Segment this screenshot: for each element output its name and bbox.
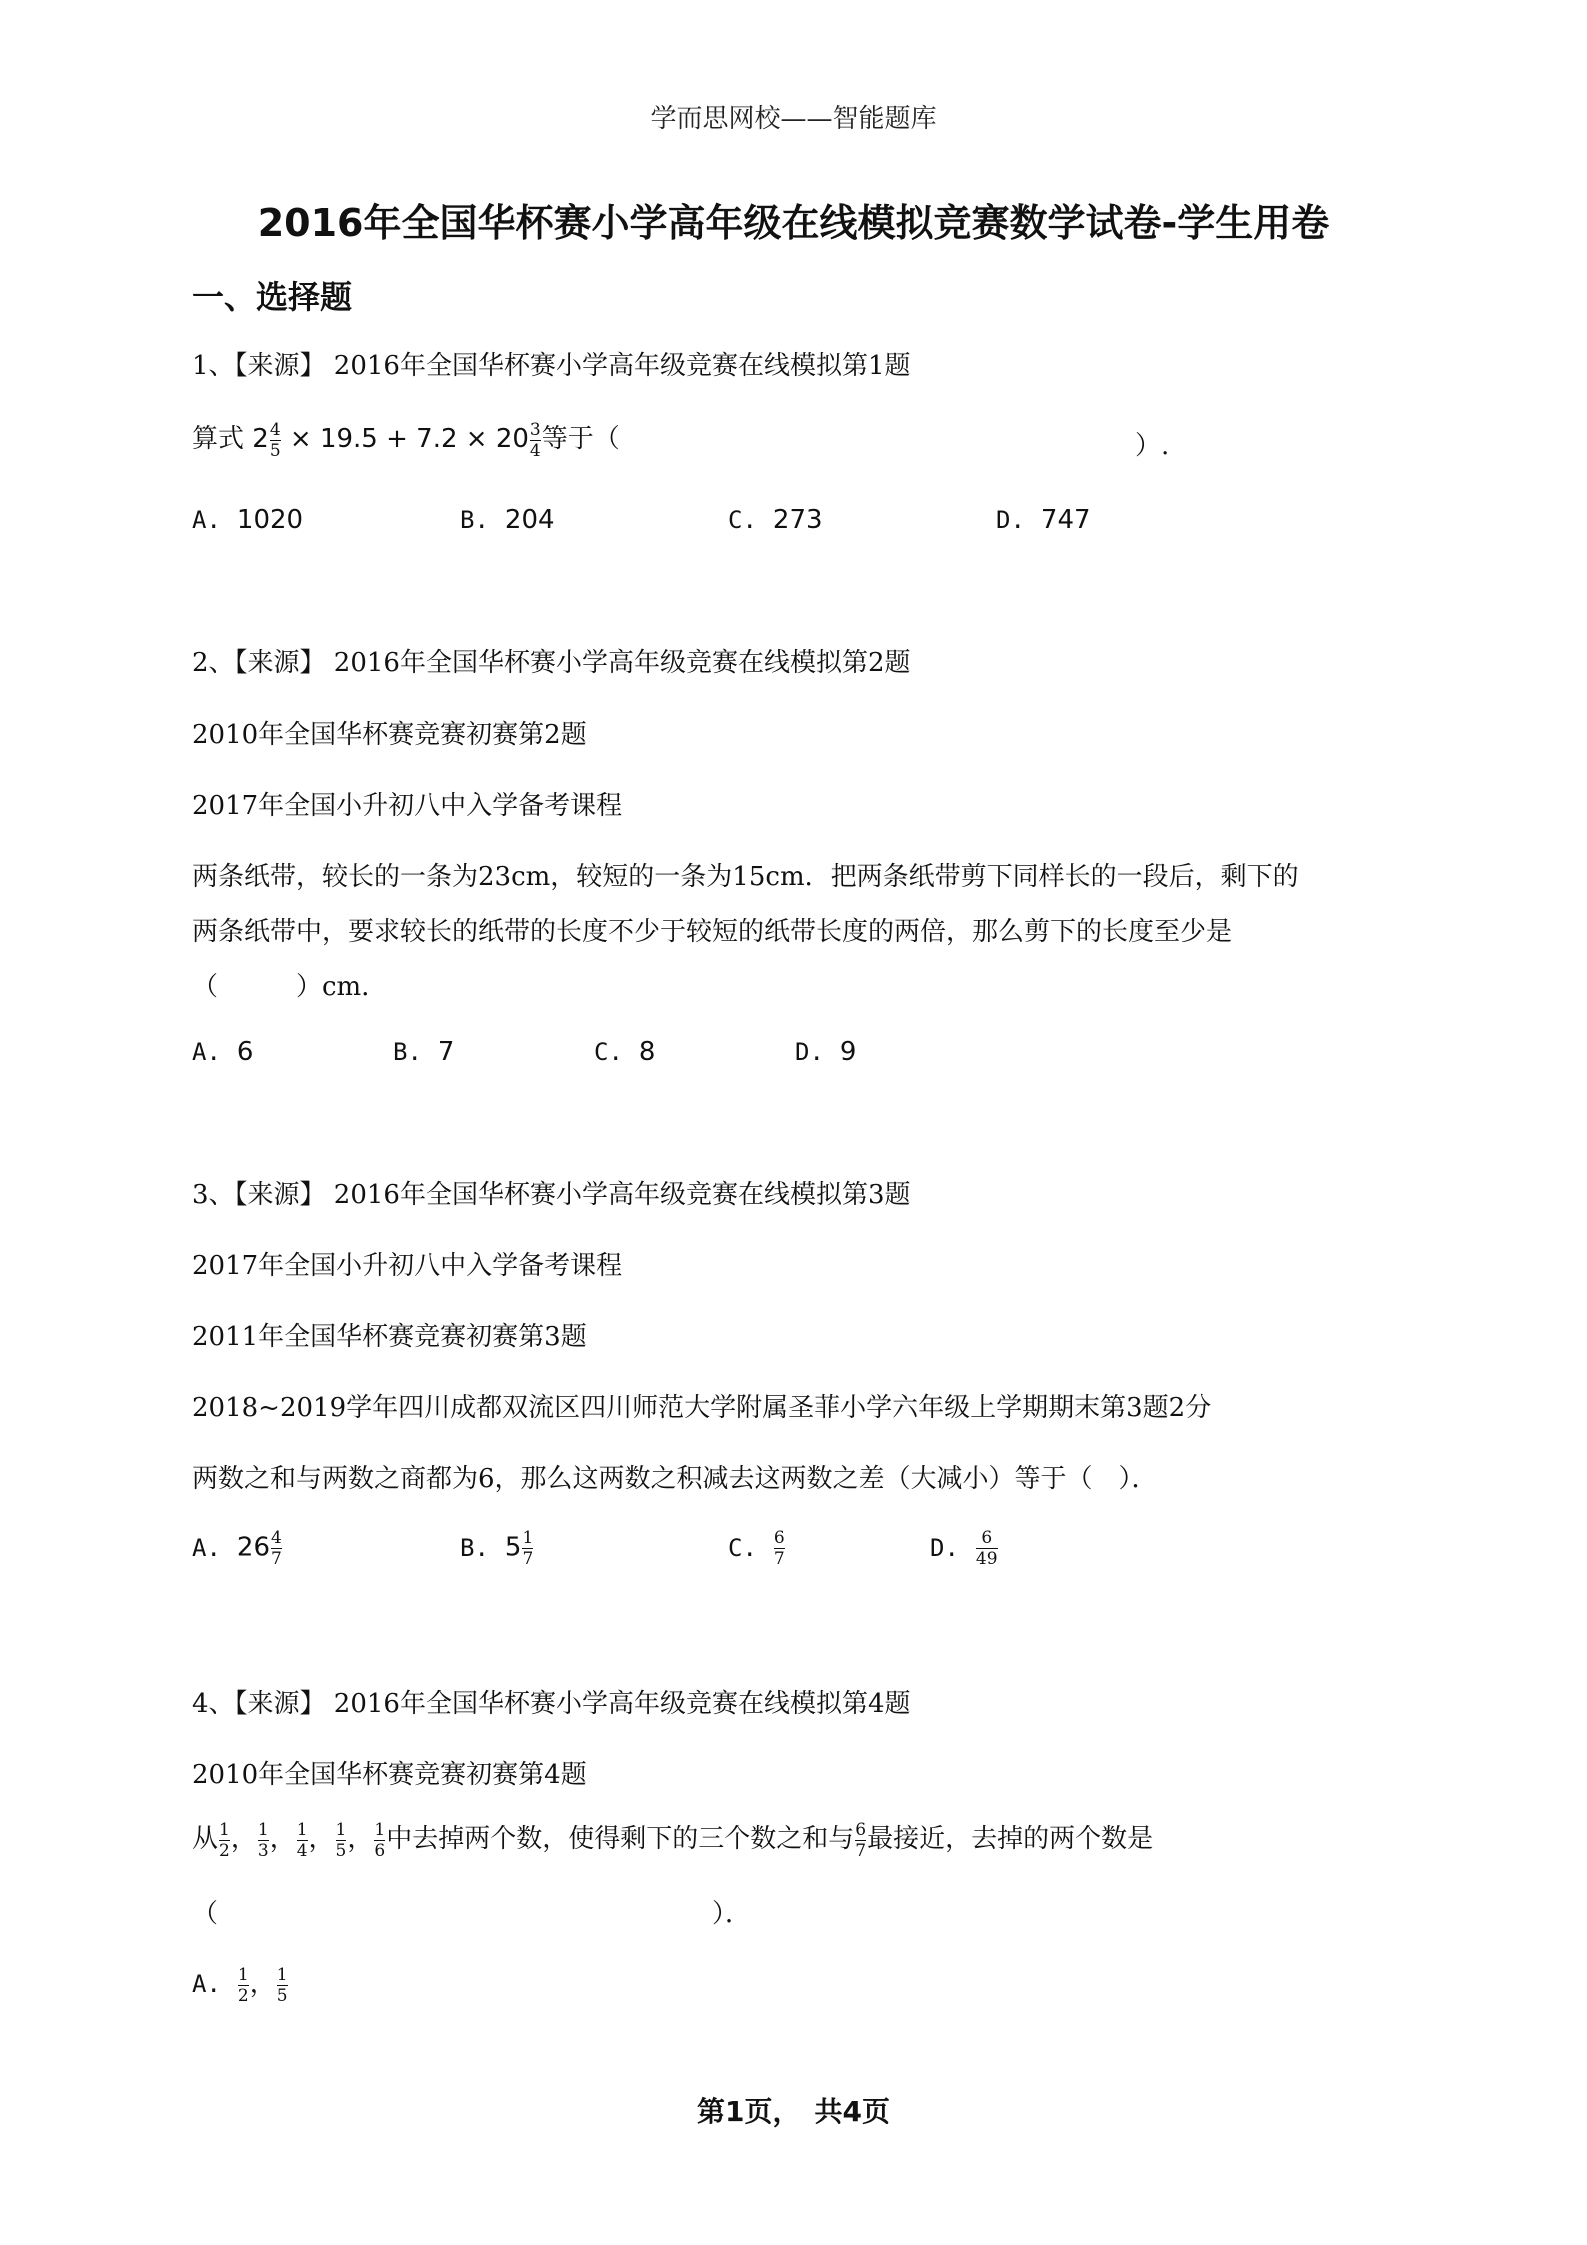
q2-option-c[interactable] xyxy=(594,1037,655,1067)
q4-fraction-1 xyxy=(219,1820,230,1861)
option-text: 273 xyxy=(772,505,823,535)
fraction-den: 7 xyxy=(855,1840,867,1861)
option-fraction-den: 7 xyxy=(773,1549,785,1569)
option-label: C. xyxy=(728,506,757,534)
q3-option-b[interactable] xyxy=(460,1528,534,1569)
option-label: B. xyxy=(460,506,489,534)
q3-source: 3、【来源】 2016年全国华杯赛小学高年级竞赛在线模拟第3题 xyxy=(192,1180,911,1210)
q3-reference-1: 2017年全国小升初八中入学备考课程 xyxy=(192,1251,623,1281)
option-label: A. xyxy=(192,1038,221,1066)
option-label: A. xyxy=(192,1970,221,1998)
q3-stem: 两数之和与两数之商都为6，那么这两数之积减去这两数之差（大减小）等于（ ）． xyxy=(192,1464,1158,1494)
q2-option-b[interactable] xyxy=(393,1037,454,1067)
q3-reference-2: 2011年全国华杯赛竞赛初赛第3题 xyxy=(192,1322,587,1352)
option-fraction-den: 49 xyxy=(975,1549,998,1569)
q1-fraction-2-num: 3 xyxy=(529,419,541,440)
q4-stem xyxy=(192,1818,1153,1861)
q2-option-d[interactable] xyxy=(795,1037,856,1067)
q1-option-b[interactable] xyxy=(460,505,555,535)
q1-fraction-1 xyxy=(270,420,281,461)
option-fraction-num: 1 xyxy=(522,1528,534,1548)
q1-stem xyxy=(192,418,620,461)
q1-stem-end: ）. xyxy=(1135,431,1170,461)
option-fraction-2 xyxy=(277,1965,288,2006)
fraction-den: 4 xyxy=(296,1840,308,1861)
q1-option-c[interactable] xyxy=(728,505,823,535)
separator: ， xyxy=(308,1824,335,1854)
q4-stem-mid: 中去掉两个数，使得剩下的三个数之和与 xyxy=(386,1824,855,1854)
q1-stem-prefix: 算式 xyxy=(192,424,253,454)
option-text: 204 xyxy=(504,505,555,535)
q2-stem-line-2: 两条纸带中，要求较长的纸带的长度不少于较短的纸带长度的两倍，那么剪下的长度至少是 xyxy=(192,917,1233,947)
option-text: 747 xyxy=(1040,505,1091,535)
option-whole: 5 xyxy=(504,1532,522,1563)
q1-whole-1: 2 xyxy=(252,424,269,454)
q4-fraction-5 xyxy=(374,1820,385,1861)
option-fraction-num: 4 xyxy=(271,1528,282,1548)
fraction-den: 5 xyxy=(276,1985,288,2006)
q3-reference-3: 2018~2019学年四川成都双流区四川师范大学附属圣菲小学六年级上学期期末第3题2分 xyxy=(192,1393,1212,1423)
fraction-den: 2 xyxy=(219,1840,230,1861)
option-label: D. xyxy=(930,1533,959,1562)
option-fraction-num: 6 xyxy=(773,1528,785,1548)
option-label: C. xyxy=(728,1533,757,1562)
q4-fraction-3 xyxy=(297,1820,308,1861)
page-header: 学而思网校——智能题库 xyxy=(650,104,937,134)
q4-target-fraction xyxy=(855,1820,866,1861)
q1-fraction-1-den: 5 xyxy=(269,440,281,461)
option-text: 8 xyxy=(638,1037,656,1067)
fraction-num: 1 xyxy=(237,1964,249,1985)
q4-stem-suffix: 最接近，去掉的两个数是 xyxy=(867,1824,1154,1854)
q1-source: 1、【来源】 2016年全国华杯赛小学高年级竞赛在线模拟第1题 xyxy=(192,351,911,381)
option-label: A. xyxy=(192,1533,221,1562)
separator: ， xyxy=(269,1824,296,1854)
q4-stem-prefix: 从 xyxy=(192,1824,219,1854)
q4-blank-close: ）． xyxy=(712,1899,752,1929)
option-label: B. xyxy=(460,1533,489,1562)
q1-fraction-1-num: 4 xyxy=(269,419,281,440)
fraction-num: 1 xyxy=(276,1964,288,1985)
q1-fraction-2-den: 4 xyxy=(529,440,541,461)
q3-option-a[interactable] xyxy=(192,1528,283,1569)
option-text: 1020 xyxy=(236,505,304,535)
q3-option-d[interactable] xyxy=(930,1528,999,1569)
q4-source: 4、【来源】 2016年全国华杯赛小学高年级竞赛在线模拟第4题 xyxy=(192,1689,911,1719)
q1-expression: × 19.5 + 7.2 × 20 xyxy=(281,424,529,454)
q4-reference-1: 2010年全国华杯赛竞赛初赛第4题 xyxy=(192,1760,587,1790)
option-label: B. xyxy=(393,1038,422,1066)
q4-fraction-4 xyxy=(336,1820,347,1861)
option-label: D. xyxy=(996,506,1025,534)
q2-option-a[interactable] xyxy=(192,1037,253,1067)
option-whole: 26 xyxy=(236,1532,270,1563)
separator: ， xyxy=(230,1824,257,1854)
fraction-den: 3 xyxy=(257,1840,269,1861)
fraction-den: 6 xyxy=(374,1840,386,1861)
fraction-den: 2 xyxy=(237,1985,249,2006)
q1-option-a[interactable] xyxy=(192,505,303,535)
fraction-num: 1 xyxy=(296,1819,308,1840)
q4-option-a[interactable] xyxy=(192,1963,289,2006)
page-footer: 第1页， 共4页 xyxy=(697,2095,890,2128)
q2-stem-line-3: （ ）cm． xyxy=(192,972,388,1002)
section-heading: 一、选择题 xyxy=(192,278,353,316)
separator: ， xyxy=(249,1969,276,1999)
q1-fraction-2 xyxy=(530,420,541,461)
fraction-num: 6 xyxy=(855,1819,867,1840)
option-fraction xyxy=(976,1528,998,1569)
option-fraction-den: 7 xyxy=(271,1549,282,1569)
q4-blank-open: （ xyxy=(192,1899,219,1929)
q1-stem-suffix: 等于（ xyxy=(541,424,620,454)
option-text: 7 xyxy=(437,1037,455,1067)
q2-reference-2: 2017年全国小升初八中入学备考课程 xyxy=(192,791,623,821)
fraction-num: 1 xyxy=(257,1819,269,1840)
separator: ， xyxy=(347,1824,374,1854)
paper-title: 2016年全国华杯赛小学高年级在线模拟竞赛数学试卷-学生用卷 xyxy=(257,201,1330,245)
option-label: D. xyxy=(795,1038,824,1066)
option-text: 6 xyxy=(236,1037,254,1067)
option-fraction-den: 7 xyxy=(522,1549,534,1569)
option-label: A. xyxy=(192,506,221,534)
fraction-num: 1 xyxy=(374,1819,386,1840)
option-fraction xyxy=(271,1528,282,1569)
fraction-den: 5 xyxy=(335,1840,347,1861)
q4-fraction-2 xyxy=(258,1820,269,1861)
q2-source: 2、【来源】 2016年全国华杯赛小学高年级竞赛在线模拟第2题 xyxy=(192,648,911,678)
option-fraction xyxy=(774,1528,785,1569)
q2-stem-line-1: 两条纸带，较长的一条为23cm，较短的一条为15cm．把两条纸带剪下同样长的一段后，剩下的 xyxy=(192,862,1299,892)
fraction-num: 1 xyxy=(335,1819,347,1840)
fraction-num: 1 xyxy=(219,1819,230,1840)
option-fraction xyxy=(522,1528,533,1569)
q1-option-d[interactable] xyxy=(996,505,1091,535)
option-fraction-num: 6 xyxy=(981,1528,993,1548)
q2-reference-1: 2010年全国华杯赛竞赛初赛第2题 xyxy=(192,720,587,750)
q3-option-c[interactable] xyxy=(728,1528,786,1569)
option-text: 9 xyxy=(839,1037,857,1067)
option-fraction-1 xyxy=(238,1965,249,2006)
option-label: C. xyxy=(594,1038,623,1066)
